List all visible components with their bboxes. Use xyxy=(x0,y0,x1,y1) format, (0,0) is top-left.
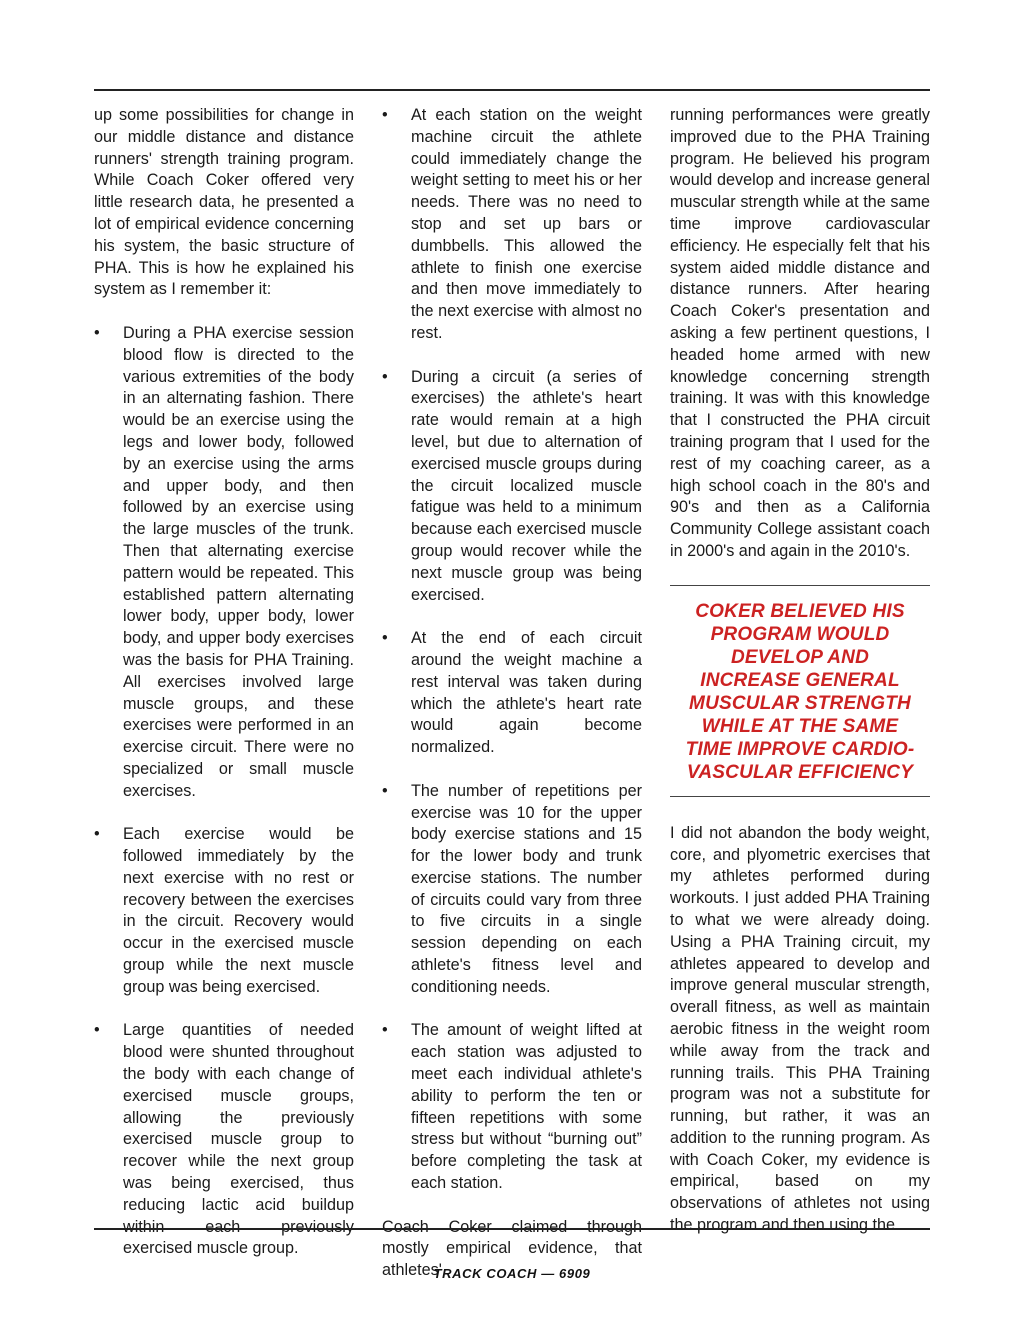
bullet-icon: • xyxy=(382,367,388,386)
list-item xyxy=(382,105,642,345)
pull-quote-line: PROGRAM WOULD xyxy=(710,623,890,645)
list-item xyxy=(382,628,642,759)
list-item xyxy=(94,1020,354,1260)
bullet-icon: • xyxy=(94,825,100,844)
list-item xyxy=(94,824,354,998)
bullet-icon: • xyxy=(94,323,100,342)
bullet-icon: • xyxy=(382,1021,388,1040)
list-item xyxy=(382,1020,642,1194)
bullet-icon: • xyxy=(94,1021,100,1040)
pull-quote-line: INCREASE GENERAL xyxy=(700,669,900,691)
page-footer: TRACK COACH — 6909 xyxy=(433,1266,591,1281)
bullet-text: During a circuit (a series of exercises) the athlete's heart rate would remain at a high level, but due to alternation of exercised muscle groups during the circuit localized muscle fatigue was held to a minimum because each exercised muscle group would recover while the next muscle group was being exercised. xyxy=(411,367,642,604)
bullet-text: Each exercise would be followed immediately by the next exercise with no rest or recovery between the exercises in the circuit. Recovery would occur in the exercised muscle group while the next muscle group was being exercised. xyxy=(123,825,354,996)
pull-quote-line: MUSCULAR STRENGTH xyxy=(689,692,911,714)
list-item xyxy=(382,367,642,607)
closing-paragraph: Coach Coker claimed through mostly empirical evidence, that athletes' xyxy=(382,1217,642,1280)
bottom-rule xyxy=(94,1228,930,1230)
top-rule xyxy=(94,89,930,91)
pull-quote-line: VASCULAR EFFICIENCY xyxy=(686,761,914,783)
pull-quote-line: COKER BELIEVED HIS xyxy=(695,600,905,622)
body-paragraph: running performances were greatly improved due to the PHA Training program. He believed his program would develop and increase general muscular strength while at the same time improve cardiovascular efficiency. He especially felt that his system aided middle distance and distance runners. After hearing Coach Coker's presentation and asking a few pertinent questions, I headed home armed with new knowledge concerning strength training. It was with this knowledge that I constructed the PHA circuit training program that I used for the rest of my coaching career, as a high school coach in the 80's and 90's and then as a California Community College assistant coach in 2000's and again in the 2010's. xyxy=(670,106,930,560)
list-item xyxy=(94,323,354,803)
column-2 xyxy=(382,105,642,1282)
column-1 xyxy=(94,105,354,1260)
column-3 xyxy=(670,105,930,1237)
pull-quote-line: DEVELOP AND xyxy=(730,646,870,668)
pull-quote xyxy=(670,585,930,797)
bullet-icon: • xyxy=(382,629,388,648)
bullet-text: During a PHA exercise session blood flow is directed to the various extremities of the body in an alternating fashion. There would be an exercise using the legs and lower body, followed by an exercise using the arms and upper body, and then followed by an exercise using the large muscles of the trunk. Then that alternating exercise pattern would be repeated. This established pattern alternating lower body, upper body, lower body, and upper body exercises was the basis for PHA Training. All exercises involved large muscle groups, and these exercises were performed in an exercise circuit. There were no specialized or small muscle exercises. xyxy=(123,323,354,800)
bullet-icon: • xyxy=(382,106,388,124)
bullet-text: At each station on the weight machine circuit the athlete could immediately change the weight setting to meet his or her needs. There was no need to stop and set up bars or dumbbells. This allowed the athlete to finish one exercise and then move immediately to the next exercise with almost no rest. xyxy=(411,106,642,342)
bullet-text: The amount of weight lifted at each station was adjusted to meet each individual athlete's ability to perform the ten or fifteen repetitions with some stress but without “burning out” before completing the task at each station. xyxy=(411,1021,642,1193)
bullet-text: Large quantities of needed blood were shunted throughout the body with each change of exercised muscle groups, allowing the previously exercised muscle group to recover while the next group was being exercised, thus reducing lactic acid buildup within each previously exercised muscle group. xyxy=(123,1021,354,1258)
list-item xyxy=(382,781,642,999)
body-paragraph: I did not abandon the body weight, core, and plyometric exercises that my athletes performed during workouts. I just added PHA Training to what we were already doing. Using a PHA Training circuit, my athletes appeared to develop and improve general muscular strength, overall fitness, as well as maintain aerobic fitness in the weight room while away from the track and running trails. This PHA Training program was not a substitute for running, but rather, it was an addition to the running program. As with Coach Coker, my evidence is empirical, based on my observations of athletes not using the program and then using the xyxy=(670,823,930,1235)
bullet-icon: • xyxy=(382,781,388,800)
pull-quote-line: TIME IMPROVE CARDIO- xyxy=(685,738,915,760)
bullet-text: At the end of each circuit around the weight machine a rest interval was taken during which the athlete's heart rate would again become normalized. xyxy=(411,629,642,757)
intro-paragraph: up some possibilities for change in our middle distance and distance runners' strength training program. While Coach Coker offered very little research data, he presented a lot of empirical evidence concerning his system, the basic structure of PHA. This is how he explained his system as I remember it: xyxy=(94,106,354,299)
bullet-text: The number of repetitions per exercise was 10 for the upper body exercise stations and 15 for the lower body and trunk exercise stations. The number of circuits could vary from three to five circuits in a single session depending on each athlete's fitness level and conditioning needs. xyxy=(411,781,642,996)
pull-quote-line: WHILE AT THE SAME xyxy=(701,715,899,737)
